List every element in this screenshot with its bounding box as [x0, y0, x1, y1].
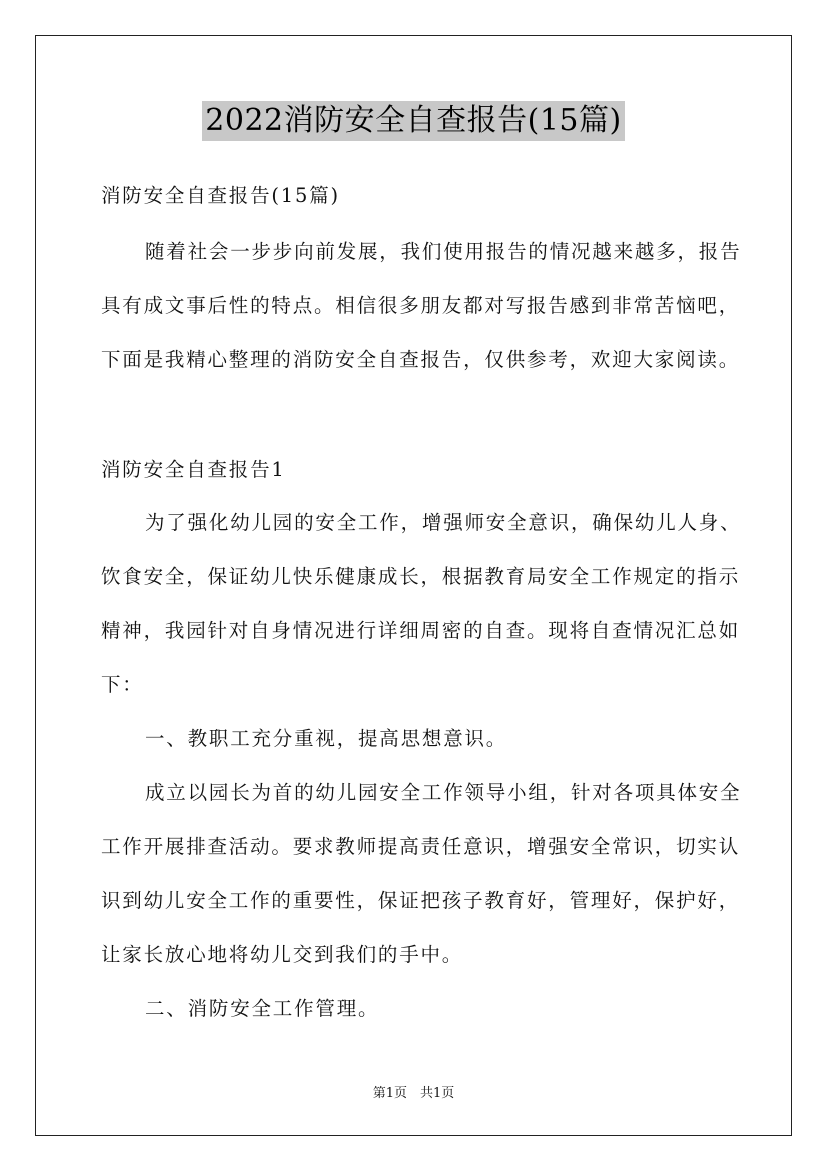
para1-line-4: 下： [101, 673, 144, 696]
document-subtitle: 消防安全自查报告(15篇) [101, 184, 340, 207]
para1-line-1: 为了强化幼儿园的安全工作，增强师安全意识，确保幼儿人身、 [145, 511, 742, 534]
para2-line-1: 成立以园长为首的幼儿园安全工作领导小组，针对各项具体安全 [145, 781, 742, 804]
intro-line-1: 随着社会一步步向前发展，我们使用报告的情况越来越多，报告 [145, 240, 742, 263]
intro-line-2: 具有成文事后性的特点。相信很多朋友都对写报告感到非常苦恼吧， [101, 294, 741, 317]
point-2-heading: 二、消防安全工作管理。 [145, 997, 380, 1020]
para2-line-2: 工作开展排查活动。要求教师提高责任意识，增强安全常识，切实认 [101, 835, 741, 858]
point-1-heading: 一、教职工充分重视，提高思想意识。 [145, 727, 508, 750]
para1-line-2: 饮食安全，保证幼儿快乐健康成长，根据教育局安全工作规定的指示 [101, 565, 741, 588]
intro-line-3: 下面是我精心整理的消防安全自查报告，仅供参考，欢迎大家阅读。 [101, 348, 741, 371]
title-container [0, 101, 827, 141]
section-heading: 消防安全自查报告1 [101, 458, 286, 481]
para1-line-3: 精神，我园针对自身情况进行详细周密的自查。现将自查情况汇总如 [101, 619, 741, 642]
para2-line-3: 识到幼儿安全工作的重要性，保证把孩子教育好，管理好，保护好， [101, 889, 741, 912]
para2-line-4: 让家长放心地将幼儿交到我们的手中。 [101, 943, 464, 966]
page-number-footer: 第1页 共1页 [372, 1086, 455, 1101]
document-title: 2022消防安全自查报告(15篇) [202, 101, 624, 141]
